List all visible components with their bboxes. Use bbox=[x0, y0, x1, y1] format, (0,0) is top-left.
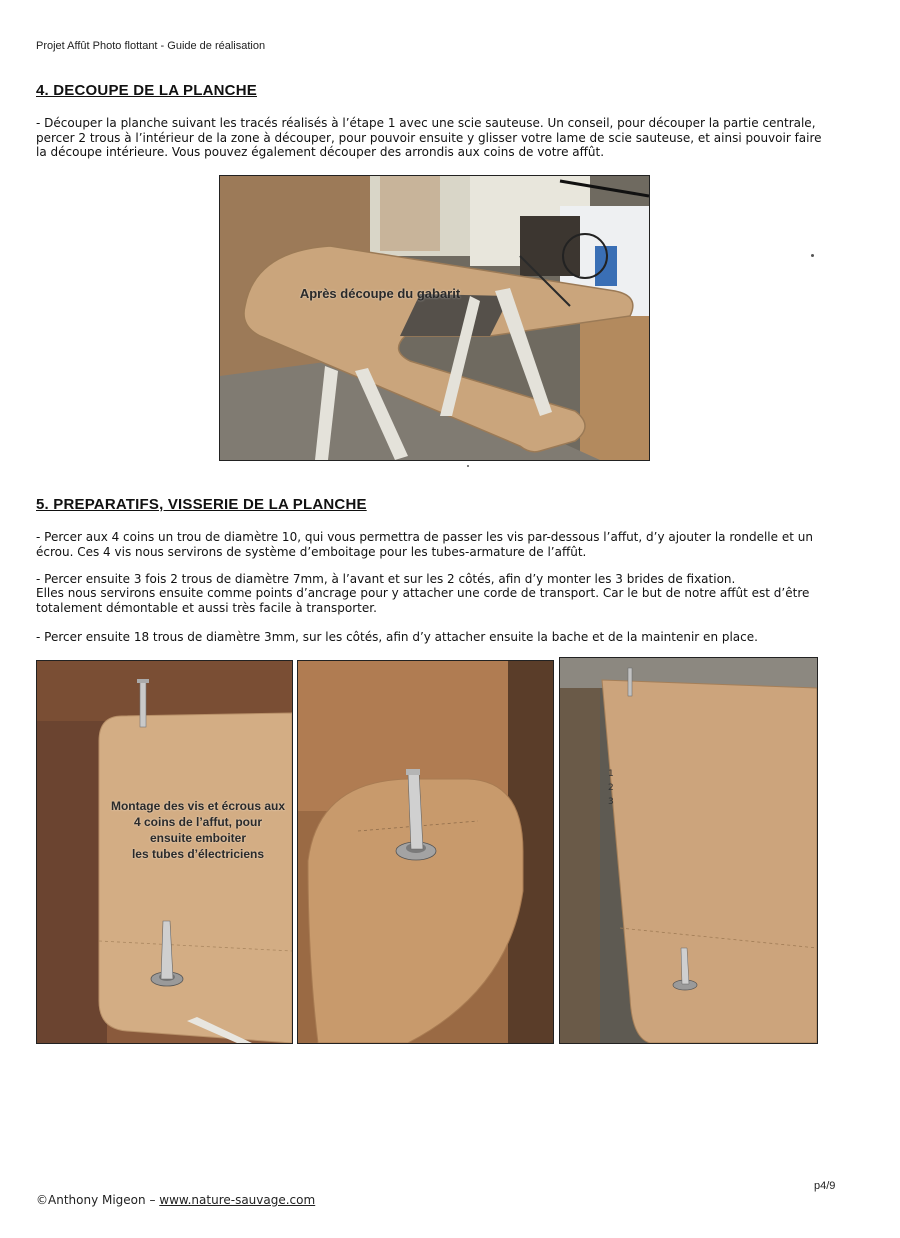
photo-board-cut-illustration bbox=[220, 176, 649, 460]
caption-line-3: ensuite emboiter bbox=[149, 831, 247, 845]
svg-text:1: 1 bbox=[608, 769, 614, 779]
section-4-paragraph: - Découper la planche suivant les tracés réalisés à l’étape 1 avec une scie sauteuse. Un conseil, pour découper la partie centrale, percer 2 trous à l’intérieur de la zone à découper, pour pouvoir ensuite y glisser votre lame de scie sauteuse, et ainsi pouvoir faire la découpe intérieure. Vous pouvez également découper des arrondis aux coins de votre affût. bbox=[36, 116, 822, 159]
scan-speck bbox=[811, 254, 814, 257]
svg-text:2: 2 bbox=[608, 783, 614, 793]
svg-text:3: 3 bbox=[608, 797, 614, 807]
scan-speck bbox=[467, 465, 469, 467]
photo-screws-corner bbox=[36, 660, 293, 1044]
page-number: p4/9 bbox=[814, 1180, 836, 1192]
photo-board-cut-template bbox=[219, 175, 650, 461]
section-5-paragraph-1: - Percer aux 4 coins un trou de diamètre 10, qui vous permettra de passer les vis par-dessous l’affut, d’y ajouter la rondelle et un écrou. Ces 4 vis nous servirons de système d’emboitage pour les tubes-armature de l’affût. bbox=[36, 530, 813, 559]
photo-screw-closeup bbox=[297, 660, 554, 1044]
photo-board-holes bbox=[559, 657, 818, 1044]
caption-line-4: les tubes d’électriciens bbox=[131, 847, 265, 861]
section-5-paragraph-2-line-2: Elles nous servirons ensuite comme points d’ancrage pour y attacher une corde de transport. Car le but de notre affût est d’être totalement démontable et aussi très facile à transporter. bbox=[36, 586, 810, 615]
footer-credits bbox=[36, 1193, 315, 1207]
footer-website-link[interactable]: www.nature-sauvage.com bbox=[159, 1193, 316, 1207]
photo-screw-closeup-illustration bbox=[298, 661, 553, 1043]
document-header-title: Projet Affût Photo flottant - Guide de réalisation bbox=[36, 40, 266, 52]
section-4-heading: 4. DECOUPE DE LA PLANCHE bbox=[36, 82, 257, 99]
caption-line-2: 4 coins de l’affut, pour bbox=[133, 815, 262, 829]
section-5-heading: 5. PREPARATIFS, VISSERIE DE LA PLANCHE bbox=[36, 496, 367, 513]
section-5-paragraph-3: - Percer ensuite 18 trous de diamètre 3mm, sur les côtés, afin d’y attacher ensuite la bache et de la maintenir en place. bbox=[36, 630, 758, 644]
photo-board-holes-illustration bbox=[560, 658, 817, 1043]
caption-line-1: Montage des vis et écrous aux bbox=[110, 799, 286, 813]
section-5-paragraph-2-line-1: - Percer ensuite 3 fois 2 trous de diamètre 7mm, à l’avant et sur les 2 côtés, afin d’y monter les 3 brides de fixation. bbox=[36, 572, 736, 586]
footer-author: ©Anthony Migeon – bbox=[36, 1193, 160, 1207]
photo-caption-cut-template: Après découpe du gabarit bbox=[299, 286, 461, 301]
photo-caption-screws bbox=[103, 798, 293, 862]
